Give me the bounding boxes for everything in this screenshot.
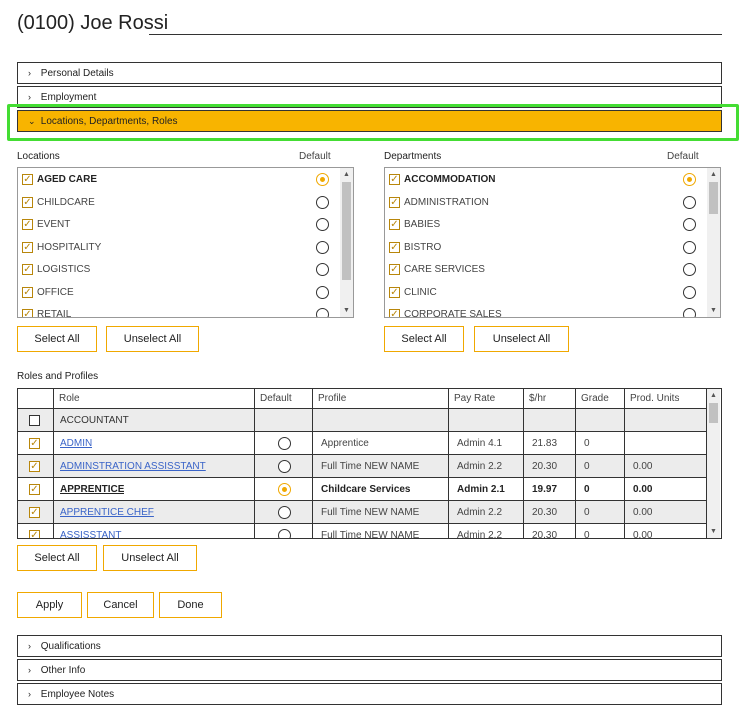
role-default-radio[interactable]	[278, 437, 291, 450]
location-item-label: HOSPITALITY	[37, 241, 102, 253]
default-radio[interactable]	[683, 173, 696, 186]
default-radio[interactable]	[316, 263, 329, 276]
scroll-thumb[interactable]	[709, 403, 718, 423]
department-item[interactable]	[385, 304, 720, 318]
role-pay-rate: Admin 2.2	[457, 530, 503, 539]
department-item-label: CORPORATE SALES	[404, 309, 502, 318]
scroll-up-arrow-icon[interactable]: ▲	[710, 171, 717, 178]
checkbox[interactable]: ✓	[23, 286, 32, 298]
departments-select-all-button[interactable]: Select All	[384, 326, 464, 352]
checkbox[interactable]: ✓	[390, 309, 399, 318]
checkbox[interactable]: ✓	[23, 219, 32, 230]
department-item[interactable]	[385, 214, 720, 236]
role-checkbox[interactable]: ✓	[30, 484, 39, 495]
role-grade: 0	[584, 438, 590, 449]
role-profile: Childcare Services	[321, 484, 411, 495]
chevron-down-icon: ⌄	[28, 116, 36, 126]
accordion-personal-details[interactable]	[17, 62, 722, 84]
column-divider	[448, 389, 449, 538]
done-button[interactable]: Done	[159, 592, 222, 618]
role-pay-rate: Admin 2.2	[457, 507, 503, 518]
column-divider	[624, 389, 625, 538]
column-header: $/hr	[529, 393, 547, 404]
column-divider	[575, 389, 576, 538]
role-grade: 0	[584, 530, 590, 539]
roles-unselect-all-button[interactable]: Unselect All	[103, 545, 197, 571]
checkbox[interactable]: ✓	[390, 286, 399, 298]
column-divider	[523, 389, 524, 538]
role-name[interactable]: APPRENTICE	[60, 484, 125, 495]
role-name[interactable]: APPRENTICE CHEF	[60, 507, 154, 518]
location-item[interactable]	[18, 169, 353, 191]
location-item-label: LOGISTICS	[37, 264, 91, 275]
roles-table[interactable]	[17, 388, 722, 539]
location-item-label: EVENT	[37, 219, 71, 230]
checkbox[interactable]: ✓	[23, 196, 32, 208]
department-item[interactable]	[385, 169, 720, 191]
column-header: Grade	[581, 393, 609, 404]
location-item[interactable]	[18, 237, 353, 259]
scrollbar[interactable]	[707, 168, 720, 317]
default-radio[interactable]	[683, 308, 696, 318]
page-title: (0100) Joe Rossi	[17, 12, 169, 34]
role-default-radio[interactable]	[278, 483, 291, 496]
scroll-thumb[interactable]	[709, 182, 718, 214]
role-checkbox[interactable]	[29, 415, 40, 426]
role-checkbox[interactable]: ✓	[30, 461, 39, 472]
checkbox[interactable]: ✓	[23, 241, 32, 253]
role-profile: Full Time NEW NAME	[321, 530, 420, 539]
department-item-label: ADMINISTRATION	[404, 196, 489, 208]
role-pay-rate: Admin 2.1	[457, 484, 505, 495]
department-item-label: CARE SERVICES	[404, 264, 485, 275]
location-item-label: CHILDCARE	[37, 196, 95, 208]
role-checkbox[interactable]: ✓	[30, 530, 39, 539]
scroll-thumb[interactable]	[342, 182, 351, 280]
role-units: 0.00	[633, 484, 653, 495]
accordion-label: Employment	[40, 92, 97, 103]
cancel-button[interactable]: Cancel	[87, 592, 154, 618]
role-name[interactable]: ADMINSTRATION ASSISSTANT	[60, 461, 206, 472]
location-item[interactable]	[18, 192, 353, 214]
accordion-qualifications[interactable]	[17, 635, 722, 657]
apply-button[interactable]: Apply	[17, 592, 82, 618]
accordion-label: Locations, Departments, Roles	[40, 116, 178, 127]
default-radio[interactable]	[683, 196, 696, 209]
accordion-label: Qualifications	[40, 641, 101, 652]
default-radio[interactable]	[316, 308, 329, 318]
chevron-right-icon: ›	[28, 68, 31, 78]
scroll-down-arrow-icon[interactable]: ▼	[710, 307, 717, 314]
checkbox[interactable]: ✓	[390, 241, 399, 253]
department-item-label: CLINIC	[404, 286, 437, 298]
location-item-label: RETAIL	[37, 309, 72, 318]
role-name[interactable]: ADMIN	[60, 438, 93, 449]
checkbox[interactable]: ✓	[23, 309, 32, 318]
focus-highlight	[7, 104, 739, 141]
location-item[interactable]	[18, 282, 353, 304]
column-header: Role	[59, 393, 80, 404]
checkbox[interactable]: ✓	[390, 219, 399, 230]
role-name[interactable]: ASSISSTANT	[60, 530, 122, 539]
table-row[interactable]	[18, 524, 706, 539]
location-item[interactable]	[18, 259, 353, 281]
accordion-label: Personal Details	[40, 68, 114, 79]
locations-unselect-all-button[interactable]: Unselect All	[106, 326, 199, 352]
departments-default-label: Default	[667, 151, 699, 162]
role-rate: 20.30	[532, 530, 558, 539]
table-row[interactable]	[18, 501, 706, 524]
accordion-employee-notes[interactable]	[17, 683, 722, 705]
table-row[interactable]	[18, 455, 706, 478]
column-header: Prod. Units	[630, 393, 680, 404]
accordion-other-info[interactable]	[17, 659, 722, 681]
table-row[interactable]	[18, 432, 706, 455]
locations-default-label: Default	[299, 151, 331, 162]
chevron-right-icon: ›	[28, 689, 31, 699]
checkbox[interactable]: ✓	[390, 264, 399, 275]
role-default-radio[interactable]	[278, 529, 291, 539]
department-item-label: BABIES	[404, 219, 441, 230]
role-checkbox[interactable]: ✓	[30, 438, 39, 449]
role-units: 0.00	[633, 530, 653, 539]
default-radio[interactable]	[683, 218, 696, 231]
department-item-label: ACCOMMODATION	[404, 174, 496, 185]
title-underline	[149, 34, 722, 35]
column-header: Default	[260, 393, 292, 404]
role-grade: 0	[584, 507, 590, 518]
role-checkbox[interactable]: ✓	[30, 507, 39, 518]
role-name: ACCOUNTANT	[60, 415, 129, 426]
roles-label: Roles and Profiles	[17, 371, 99, 382]
default-radio[interactable]	[316, 241, 329, 254]
role-grade: 0	[584, 461, 590, 472]
department-item[interactable]	[385, 192, 720, 214]
locations-label: Locations	[17, 151, 60, 162]
scrollbar[interactable]	[340, 168, 353, 317]
role-profile: Full Time NEW NAME	[321, 507, 420, 518]
role-profile: Full Time NEW NAME	[321, 461, 420, 472]
default-radio[interactable]	[316, 286, 329, 299]
default-radio[interactable]	[316, 218, 329, 231]
roles-select-all-button[interactable]: Select All	[17, 545, 97, 571]
accordion-label: Employee Notes	[40, 689, 115, 700]
scroll-up-arrow-icon[interactable]: ▲	[710, 392, 717, 399]
role-default-radio[interactable]	[278, 460, 291, 473]
locations-list[interactable]	[17, 167, 354, 318]
scroll-down-arrow-icon[interactable]: ▼	[343, 307, 350, 314]
location-item[interactable]	[18, 214, 353, 236]
chevron-right-icon: ›	[28, 665, 31, 675]
location-item-label: OFFICE	[37, 286, 74, 298]
role-rate: 20.30	[532, 507, 558, 518]
role-profile: Apprentice	[321, 438, 369, 449]
checkbox[interactable]: ✓	[23, 174, 32, 185]
role-pay-rate: Admin 2.2	[457, 461, 503, 472]
department-item-label: BISTRO	[404, 241, 442, 253]
department-item[interactable]	[385, 259, 720, 281]
default-radio[interactable]	[316, 196, 329, 209]
scroll-down-arrow-icon[interactable]: ▼	[710, 528, 717, 535]
accordion-label: Other Info	[40, 665, 86, 676]
role-grade: 0	[584, 484, 590, 495]
departments-label: Departments	[384, 151, 442, 162]
default-radio[interactable]	[683, 286, 696, 299]
role-rate: 20.30	[532, 461, 558, 472]
table-header-row	[18, 389, 706, 409]
location-item[interactable]	[18, 304, 353, 318]
departments-unselect-all-button[interactable]: Unselect All	[474, 326, 569, 352]
role-units: 0.00	[633, 461, 653, 472]
checkbox[interactable]: ✓	[390, 174, 399, 185]
role-units: 0.00	[633, 507, 653, 518]
locations-select-all-button[interactable]: Select All	[17, 326, 97, 352]
scrollbar[interactable]	[707, 389, 720, 538]
chevron-right-icon: ›	[28, 641, 31, 651]
role-pay-rate: Admin 4.1	[457, 438, 503, 449]
column-divider	[53, 389, 54, 538]
table-row[interactable]	[18, 478, 706, 501]
checkbox[interactable]: ✓	[23, 264, 32, 275]
role-rate: 19.97	[532, 484, 558, 495]
default-radio[interactable]	[316, 173, 329, 186]
department-item[interactable]	[385, 282, 720, 304]
default-radio[interactable]	[683, 241, 696, 254]
role-default-radio[interactable]	[278, 506, 291, 519]
table-row[interactable]	[18, 409, 706, 432]
location-item-label: AGED CARE	[37, 174, 98, 185]
department-item[interactable]	[385, 237, 720, 259]
column-header: Profile	[318, 393, 347, 404]
chevron-right-icon: ›	[28, 92, 31, 102]
checkbox[interactable]: ✓	[390, 196, 399, 208]
role-rate: 21.83	[532, 438, 558, 449]
departments-list[interactable]	[384, 167, 721, 318]
default-radio[interactable]	[683, 263, 696, 276]
column-divider	[254, 389, 255, 538]
scroll-up-arrow-icon[interactable]: ▲	[343, 171, 350, 178]
column-divider	[312, 389, 313, 538]
column-header: Pay Rate	[454, 393, 496, 404]
